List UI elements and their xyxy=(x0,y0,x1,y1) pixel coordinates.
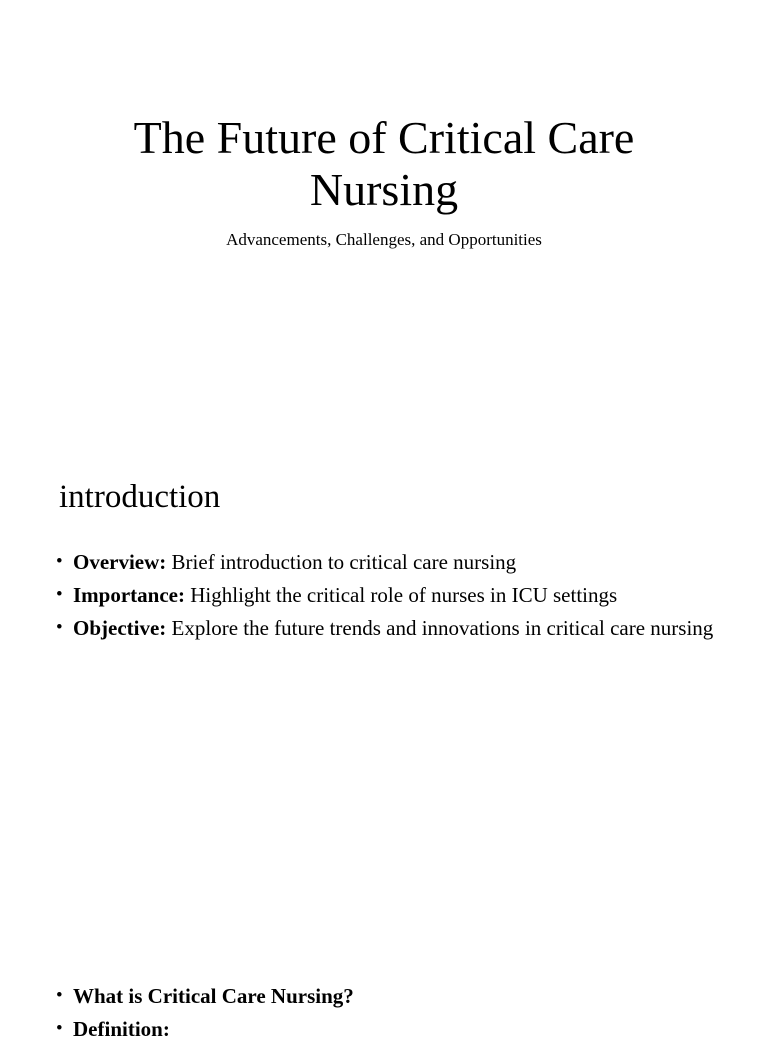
bullet-list xyxy=(56,984,716,1050)
bullet-icon: • xyxy=(56,551,63,572)
introduction-slide xyxy=(0,440,768,960)
bullet-icon: • xyxy=(56,1018,63,1039)
bullet-text: Brief introduction to critical care nursing xyxy=(166,550,517,574)
bullet-icon: • xyxy=(56,985,63,1006)
bullet-key: Objective: xyxy=(73,616,167,640)
title-slide xyxy=(0,0,768,440)
section-heading: introduction xyxy=(59,479,221,515)
presentation-subtitle: Advancements, Challenges, and Opportunities xyxy=(226,230,542,249)
bullet-item-overview xyxy=(56,550,716,574)
bullet-item-definition xyxy=(56,1017,716,1041)
bullet-icon: • xyxy=(56,584,63,605)
bullet-icon: • xyxy=(56,617,63,638)
bullet-item-importance xyxy=(56,583,716,607)
bullet-text: Explore the future trends and innovations in critical care nursing xyxy=(166,616,714,640)
bullet-key: Importance: xyxy=(73,583,185,607)
bullet-key: Overview: xyxy=(73,550,167,574)
definition-slide xyxy=(0,960,768,1041)
bullet-item-objective xyxy=(56,616,716,640)
bullet-key: What is Critical Care Nursing? xyxy=(73,984,354,1008)
bullet-text: Highlight the critical role of nurses in ICU settings xyxy=(184,583,618,607)
bullet-item-what-is xyxy=(56,984,716,1008)
bullet-list xyxy=(56,550,716,649)
bullet-key: Definition: xyxy=(73,1017,170,1041)
presentation-title: The Future of Critical Care Nursing xyxy=(133,112,635,215)
